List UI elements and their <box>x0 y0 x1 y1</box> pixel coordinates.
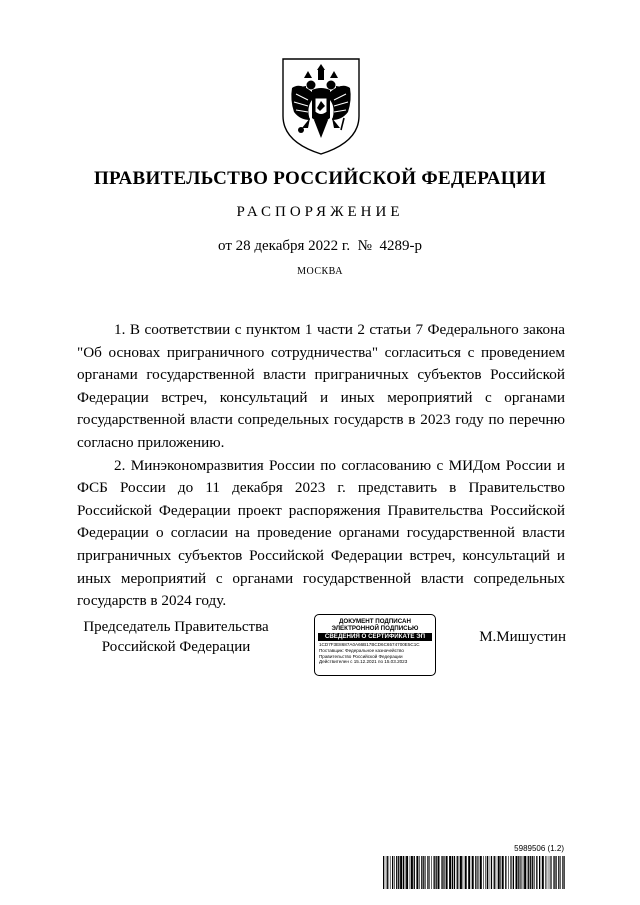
signer-position-line-2: Российской Федерации <box>101 639 251 655</box>
document-number: № 4289-р <box>357 238 422 254</box>
coat-of-arms-emblem <box>280 56 362 156</box>
document-date-number <box>0 238 640 255</box>
stamp-issuer-2: Правительство Российской Федерации <box>319 653 403 659</box>
stamp-validity: Действителен с 15.12.2021 по 15.03.2023 <box>319 659 408 665</box>
government-title: ПРАВИТЕЛЬСТВО РОССИЙСКОЙ ФЕДЕРАЦИИ <box>93 168 547 189</box>
document-city: МОСКВА <box>297 266 343 277</box>
signer-position-line-1: Председатель Правительства <box>83 619 269 635</box>
stamp-line-1: ДОКУМЕНТ ПОДПИСАН <box>339 618 411 625</box>
stamp-certificate-bar: СВЕДЕНИЯ О СЕРТИФИКАТЕ ЭП <box>318 633 432 641</box>
paragraph-2: 2. Минэкономразвития России по согласованию с МИДом России и ФСБ России до 11 декабря 2023 г. представить в Правительство Российской Федерации проект распоряжения Правительства Российской Федерации о согласии на проведение органами государственной власти приграничных субъектов Российской Федерации встреч, консультаций и иных мероприятий с органами государственной власти сопредельных государств в 2024 году. <box>77 456 565 610</box>
signer-position <box>76 617 276 657</box>
document-type: РАСПОРЯЖЕНИЕ <box>236 204 404 220</box>
document-body <box>77 319 565 613</box>
stamp-serial: 1CD7F3E8687A0A66B17BCD6C6574700E5C1C <box>319 642 420 647</box>
barcode-number: 5989506 (1.2) <box>514 844 564 853</box>
stamp-issuer-1: Поставщик: Федеральное казначейство <box>319 647 404 653</box>
paragraph-1: 1. В соответствии с пунктом 1 части 2 статьи 7 Федерального закона "Об основах приграничного сотрудничества" согласиться с проведением органами государственной власти приграничных субъектов Российской Федерации встреч, консультаций и иных мероприятий с органами государственной власти сопредельных государств в 2023 году по перечню согласно приложению. <box>77 321 565 451</box>
electronic-signature-stamp <box>314 614 436 676</box>
signer-name: М.Мишустин <box>479 629 566 645</box>
stamp-line-2: ЭЛЕКТРОННОЙ ПОДПИСЬЮ <box>331 625 419 632</box>
barcode <box>383 856 565 889</box>
document-date: от 28 декабря 2022 г. <box>218 238 351 254</box>
